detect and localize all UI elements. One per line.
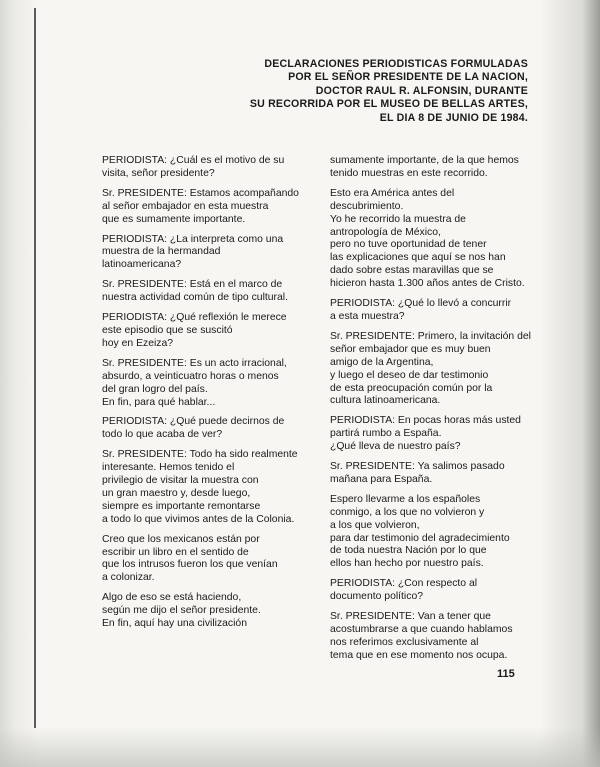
document-heading — [208, 58, 528, 125]
text-line: Sr. PRESIDENTE: Está en el marco de — [102, 279, 283, 291]
heading-line: POR EL SEÑOR PRESIDENTE DE LA NACION, — [288, 71, 528, 84]
text-line: Sr. PRESIDENTE: Van a tener que — [330, 611, 491, 623]
paragraph — [102, 592, 310, 631]
paragraph — [330, 188, 535, 291]
paragraph — [330, 578, 535, 604]
text-line: En fin, aquí hay una civilización — [102, 618, 247, 630]
text-line: antropología de México, — [330, 226, 441, 238]
text-line: escribir un libro en el sentido de — [102, 546, 249, 558]
text-line: a esta muestra? — [330, 310, 405, 322]
text-line: según me dijo el señor presidente. — [102, 605, 261, 617]
text-line: privilegio de visitar la muestra con — [102, 475, 259, 487]
text-line: absurdo, a veinticuatro horas o menos — [102, 370, 279, 382]
text-line: tenido muestras en este recorrido. — [330, 167, 488, 179]
left-column — [102, 155, 310, 638]
paragraph — [330, 298, 535, 324]
text-line: partirá rumbo a España. — [330, 428, 442, 440]
text-line: que es sumamente importante. — [102, 213, 246, 225]
paragraph — [330, 494, 535, 571]
text-line: PERIODISTA: ¿Cuál es el motivo de su — [102, 155, 285, 166]
paragraph — [330, 461, 535, 487]
text-line: latinoamericana? — [102, 259, 182, 271]
text-line: PERIODISTA: ¿Qué lo llevó a concurrir — [330, 298, 512, 310]
text-line: del gran logro del país. — [102, 383, 208, 395]
text-line: visita, señor presidente? — [102, 167, 215, 179]
paragraph — [102, 534, 310, 586]
text-line: al señor embajador en esta muestra — [102, 200, 269, 212]
right-column — [330, 155, 535, 670]
text-line: amigo de la Argentina, — [330, 356, 434, 368]
scan-shadow-right — [540, 0, 600, 767]
text-line: Sr. PRESIDENTE: Ya salimos pasado — [330, 461, 505, 473]
text-line: PERIODISTA: ¿Qué puede decirnos de — [102, 416, 285, 428]
page-number: 115 — [497, 668, 515, 680]
text-line: cultura latinoamericana. — [330, 395, 441, 407]
paragraph — [102, 358, 310, 410]
text-line: Creo que los mexicanos están por — [102, 533, 260, 545]
text-line: PERIODISTA: ¿Qué reflexión le merece — [102, 312, 287, 324]
text-line: tema que en ese momento nos ocupa. — [330, 649, 508, 661]
text-line: interesante. Hemos tenido el — [102, 462, 235, 474]
text-line: PERIODISTA: ¿Con respecto al — [330, 578, 478, 590]
paragraph — [330, 415, 535, 454]
text-line: Sr. PRESIDENTE: Primero, la invitación del — [330, 330, 531, 342]
paragraph — [102, 416, 310, 442]
paragraph — [330, 155, 535, 181]
paragraph — [102, 234, 310, 273]
text-line: dado sobre estas maravillas que se — [330, 265, 494, 277]
text-line: Algo de eso se está haciendo, — [102, 592, 242, 604]
text-line: PERIODISTA: En pocas horas más usted — [330, 415, 521, 427]
paragraph — [102, 155, 310, 181]
heading-line: DECLARACIONES PERIODISTICAS FORMULADAS — [264, 58, 528, 70]
paragraph — [102, 449, 310, 526]
text-line: a colonizar. — [102, 572, 155, 584]
text-line: que los intrusos fueron los que venían — [102, 559, 278, 571]
paragraph — [330, 331, 535, 408]
text-line: este episodio que se suscitó — [102, 324, 233, 336]
text-line: hicieron hasta 1.300 años antes de Cristo. — [330, 278, 525, 290]
text-line: nos referimos exclusivamente al — [330, 636, 479, 648]
text-line: señor embajador que es muy buen — [330, 343, 491, 355]
text-line: Sr. PRESIDENTE: Estamos acompañando — [102, 187, 299, 199]
text-line: descubrimiento. — [330, 200, 404, 212]
text-line: acostumbrarse a que cuando hablamos — [330, 624, 513, 635]
text-line: sumamente importante, de la que hemos — [330, 155, 519, 166]
text-line: de esta preocupación común por la — [330, 382, 493, 394]
text-line: documento político? — [330, 591, 423, 603]
text-line: siempre es importante remontarse — [102, 500, 261, 512]
text-line: para dar testimonio del agradecimiento — [330, 532, 510, 544]
paragraph — [102, 188, 310, 227]
text-line: En fin, para qué hablar... — [102, 396, 216, 408]
text-line: Sr. PRESIDENTE: Todo ha sido realmente — [102, 449, 298, 461]
text-line: a los que volvieron, — [330, 519, 420, 531]
paragraph — [102, 279, 310, 305]
text-line: PERIODISTA: ¿La interpreta como una — [102, 233, 284, 245]
scan-shadow-bottom — [0, 727, 600, 767]
text-line: ¿Qué lleva de nuestro país? — [330, 441, 461, 453]
text-line: de toda nuestra Nación por lo que — [330, 545, 487, 557]
paragraph — [102, 312, 310, 351]
text-line: a todo lo que vivimos antes de la Colonia. — [102, 513, 295, 525]
text-line: todo lo que acaba de ver? — [102, 429, 223, 441]
heading-line: SU RECORRIDA POR EL MUSEO DE BELLAS ARTES, — [249, 98, 528, 111]
text-line: las explicaciones que aquí se nos han — [330, 252, 506, 264]
text-line: ellos han hecho por nuestro país. — [330, 558, 484, 570]
text-line: Esto era América antes del — [330, 187, 455, 199]
text-line: Yo he recorrido la muestra de — [330, 213, 466, 225]
paragraph — [330, 611, 535, 663]
heading-line: EL DIA 8 DE JUNIO DE 1984. — [379, 111, 528, 124]
text-line: pero no tuve oportunidad de tener — [330, 239, 487, 251]
text-line: mañana para España. — [330, 473, 433, 485]
text-line: muestra de la hermandad — [102, 246, 221, 258]
text-line: y luego el deseo de dar testimonio — [330, 369, 489, 381]
text-line: conmigo, a los que no volvieron y — [330, 506, 485, 518]
text-line: un gran maestro y, desde luego, — [102, 487, 251, 499]
text-line: nuestra actividad común de tipo cultural. — [102, 292, 288, 304]
binding-edge — [34, 8, 36, 728]
text-line: Espero llevarme a los españoles — [330, 493, 481, 505]
heading-line: DOCTOR RAUL R. ALFONSIN, DURANTE — [315, 84, 528, 97]
text-line: Sr. PRESIDENTE: Es un acto irracional, — [102, 357, 287, 369]
text-line: hoy en Ezeiza? — [102, 337, 174, 349]
scan-shadow-left — [0, 0, 38, 767]
